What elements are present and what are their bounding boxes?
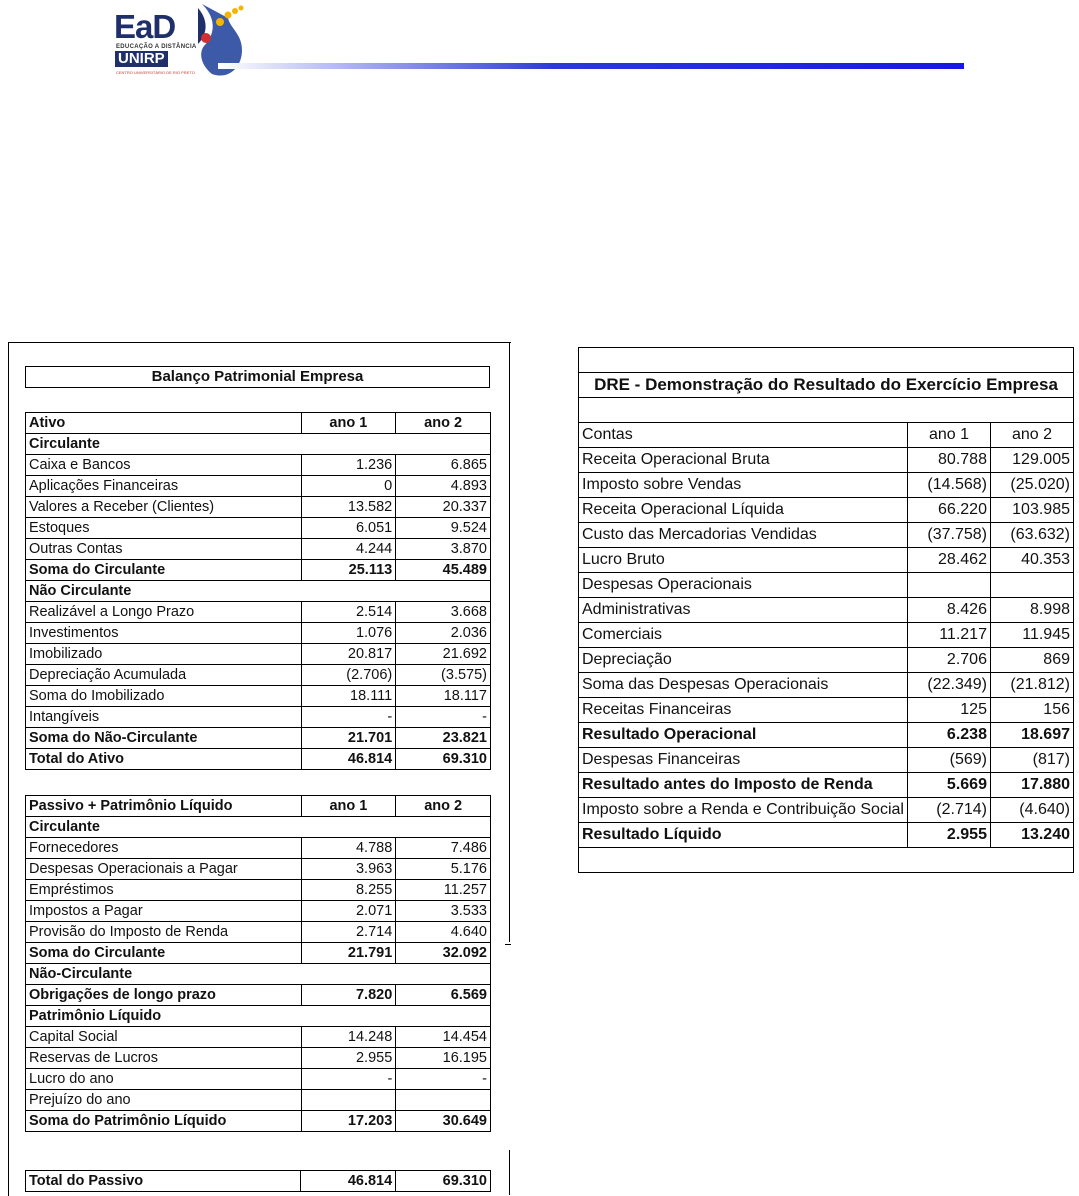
value-year-2: 69.310 [396,1171,491,1192]
value-year-2: 13.240 [990,823,1073,848]
value-year-2: - [396,707,491,728]
dre-title: DRE - Demonstração do Resultado do Exercício Empresa [579,373,1074,398]
value-year-1: 7.820 [301,985,396,1006]
value-year-1: 18.111 [301,686,396,707]
table-row [26,1090,491,1111]
value-year-1: 20.817 [301,644,396,665]
account-label: Resultado antes do Imposto de Renda [579,773,908,798]
dre-title-row [579,373,1074,398]
table-row [26,644,491,665]
value-year-1 [907,573,990,598]
value-year-1: 2.955 [301,1048,396,1069]
logo [112,2,252,82]
value-year-2: 69.310 [396,749,491,770]
table-row [26,838,491,859]
table-row [579,773,1074,798]
value-year-2: 8.998 [990,598,1073,623]
table-row [579,798,1074,823]
value-year-2: 21.692 [396,644,491,665]
value-year-1: 46.814 [301,749,396,770]
value-year-1: 8.426 [907,598,990,623]
value-year-2: 14.454 [396,1027,491,1048]
account-label: Soma do Patrimônio Líquido [26,1111,302,1132]
table-row [579,648,1074,673]
account-label: Imposto sobre a Renda e Contribuição Social [579,798,908,823]
value-year-2: 11.945 [990,623,1073,648]
value-year-1: 13.582 [301,497,396,518]
value-year-2: 2.036 [396,623,491,644]
value-year-1: 2.514 [301,602,396,623]
value-year-1: 2.714 [301,922,396,943]
value-year-1: 80.788 [907,448,990,473]
value-year-1: 25.113 [301,560,396,581]
section-label: Não Circulante [26,581,491,602]
value-year-1: (2.706) [301,665,396,686]
value-year-2: 32.092 [396,943,491,964]
table-row [26,602,491,623]
account-label: Imposto sobre Vendas [579,473,908,498]
section-row [26,1006,491,1027]
blank-row [579,848,1074,873]
account-label: Despesas Financeiras [579,748,908,773]
table-header-row [26,413,491,434]
value-year-2: 16.195 [396,1048,491,1069]
account-label: Receita Operacional Bruta [579,448,908,473]
section-label: Circulante [26,817,491,838]
account-label: Lucro Bruto [579,548,908,573]
table-row [579,723,1074,748]
account-label: Total do Ativo [26,749,302,770]
value-year-1: (37.758) [907,523,990,548]
value-year-2: 11.257 [396,880,491,901]
value-year-2: 103.985 [990,498,1073,523]
value-year-1: 3.963 [301,859,396,880]
table-row [579,673,1074,698]
account-label: Despesas Operacionais [579,573,908,598]
value-year-2: 6.865 [396,455,491,476]
table-row [579,698,1074,723]
account-label: Soma do Não-Circulante [26,728,302,749]
value-year-2: 40.353 [990,548,1073,573]
account-label: Fornecedores [26,838,302,859]
table-row [579,448,1074,473]
account-label: Administrativas [579,598,908,623]
table-row [579,598,1074,623]
blank-row [579,348,1074,373]
account-label: Caixa e Bancos [26,455,302,476]
logo-tagline: CENTRO UNIVERSITÁRIO DE RIO PRETO [116,70,195,75]
value-year-1: (22.349) [907,673,990,698]
value-year-1: 11.217 [907,623,990,648]
value-year-1: ano 1 [301,413,396,434]
table-row [26,728,491,749]
table-row [26,686,491,707]
table-header-row [579,423,1074,448]
value-year-1: 46.814 [301,1171,396,1192]
account-label: Ativo [26,413,302,434]
table-row [26,880,491,901]
table-row [26,476,491,497]
value-year-1: (14.568) [907,473,990,498]
blank-cell [579,848,1074,873]
table-row [26,1111,491,1132]
value-year-2: 7.486 [396,838,491,859]
value-year-1: 0 [301,476,396,497]
value-year-2: 3.668 [396,602,491,623]
account-label: Reservas de Lucros [26,1048,302,1069]
section-row [26,964,491,985]
table-row [26,1027,491,1048]
blank-cell [579,348,1074,373]
account-label: Receita Operacional Líquida [579,498,908,523]
value-year-1: 6.238 [907,723,990,748]
account-label: Provisão do Imposto de Renda [26,922,302,943]
table-row [579,623,1074,648]
table-row [26,1171,491,1192]
value-year-1: 66.220 [907,498,990,523]
balanco-frame-edge [509,1150,510,1195]
value-year-1: 17.203 [301,1111,396,1132]
value-year-2: (21.812) [990,673,1073,698]
account-label: Investimentos [26,623,302,644]
table-row [26,943,491,964]
column-header-contas: Contas [579,423,908,448]
balanco-ativo-table [25,412,491,770]
value-year-2: 4.640 [396,922,491,943]
account-label: Soma do Circulante [26,560,302,581]
value-year-2: 6.569 [396,985,491,1006]
table-row [579,823,1074,848]
value-year-2: 9.524 [396,518,491,539]
table-header-row [26,796,491,817]
account-label: Valores a Receber (Clientes) [26,497,302,518]
value-year-2: 18.697 [990,723,1073,748]
value-year-2: 20.337 [396,497,491,518]
value-year-1: 2.955 [907,823,990,848]
logo-mark-icon [188,2,248,82]
table-row [26,455,491,476]
account-label: Total do Passivo [26,1171,301,1192]
value-year-1: - [301,707,396,728]
account-label: Soma do Imobilizado [26,686,302,707]
value-year-1: 21.701 [301,728,396,749]
account-label: Passivo + Patrimônio Líquido [26,796,302,817]
table-row [26,922,491,943]
account-label: Empréstimos [26,880,302,901]
section-label: Não-Circulante [26,964,491,985]
account-label: Receitas Financeiras [579,698,908,723]
balanco-frame-edge [509,342,510,942]
section-row [26,434,491,455]
value-year-1: 4.244 [301,539,396,560]
value-year-2: (4.640) [990,798,1073,823]
value-year-1: (2.714) [907,798,990,823]
table-row [579,548,1074,573]
value-year-2: (63.632) [990,523,1073,548]
value-year-2: 129.005 [990,448,1073,473]
table-row [579,748,1074,773]
value-year-2: (3.575) [396,665,491,686]
table-row [579,573,1074,598]
account-label: Despesas Operacionais a Pagar [26,859,302,880]
value-year-1 [301,1090,396,1111]
header-divider [218,63,964,69]
value-year-1: ano 1 [301,796,396,817]
column-header-year-2: ano 2 [990,423,1073,448]
value-year-1: 1.076 [301,623,396,644]
section-label: Patrimônio Líquido [26,1006,491,1027]
account-label: Prejuízo do ano [26,1090,302,1111]
section-row [26,581,491,602]
blank-cell [579,398,1074,423]
column-header-year-1: ano 1 [907,423,990,448]
table-row [26,665,491,686]
account-label: Depreciação Acumulada [26,665,302,686]
account-label: Impostos a Pagar [26,901,302,922]
table-row [579,473,1074,498]
account-label: Soma das Despesas Operacionais [579,673,908,698]
account-label: Aplicações Financeiras [26,476,302,497]
table-row [26,859,491,880]
value-year-2: ano 2 [396,796,491,817]
value-year-1: 21.791 [301,943,396,964]
value-year-2: 45.489 [396,560,491,581]
value-year-1: 8.255 [301,880,396,901]
table-row [26,497,491,518]
account-label: Capital Social [26,1027,302,1048]
table-row [579,523,1074,548]
section-label: Circulante [26,434,491,455]
logo-subtitle: EDUCAÇÃO A DISTÂNCIA [116,44,197,50]
value-year-1: 4.788 [301,838,396,859]
value-year-1: 14.248 [301,1027,396,1048]
table-row [26,985,491,1006]
balanco-total-passivo-table [25,1170,491,1192]
account-label: Custo das Mercadorias Vendidas [579,523,908,548]
account-label: Estoques [26,518,302,539]
value-year-2: 5.176 [396,859,491,880]
value-year-2: 4.893 [396,476,491,497]
balanco-passivo-table [25,795,491,1132]
logo-ead-text: EaD [114,8,176,45]
value-year-2: (25.020) [990,473,1073,498]
account-label: Intangíveis [26,707,302,728]
account-label: Realizável a Longo Prazo [26,602,302,623]
value-year-2: 18.117 [396,686,491,707]
value-year-2: 30.649 [396,1111,491,1132]
value-year-2 [990,573,1073,598]
value-year-2: - [396,1069,491,1090]
value-year-1: 28.462 [907,548,990,573]
value-year-2: 869 [990,648,1073,673]
value-year-1: 2.071 [301,901,396,922]
value-year-2: ano 2 [396,413,491,434]
account-label: Imobilizado [26,644,302,665]
table-row [26,518,491,539]
account-label: Comerciais [579,623,908,648]
account-label: Obrigações de longo prazo [26,985,302,1006]
blank-row [579,398,1074,423]
account-label: Resultado Operacional [579,723,908,748]
table-row [26,749,491,770]
account-label: Soma do Circulante [26,943,302,964]
value-year-1: 125 [907,698,990,723]
table-row [579,498,1074,523]
value-year-1: - [301,1069,396,1090]
value-year-2: 23.821 [396,728,491,749]
table-row [26,1048,491,1069]
table-row [26,539,491,560]
table-row [26,560,491,581]
table-row [26,623,491,644]
value-year-2: 3.870 [396,539,491,560]
value-year-2: 3.533 [396,901,491,922]
value-year-2: (817) [990,748,1073,773]
account-label: Resultado Líquido [579,823,908,848]
value-year-1: 6.051 [301,518,396,539]
value-year-2: 17.880 [990,773,1073,798]
dre-table [578,347,1074,873]
table-row [26,707,491,728]
value-year-1: (569) [907,748,990,773]
balanco-title: Balanço Patrimonial Empresa [25,366,490,388]
value-year-1: 5.669 [907,773,990,798]
balanco-frame-tick [505,944,511,945]
account-label: Depreciação [579,648,908,673]
section-row [26,817,491,838]
account-label: Outras Contas [26,539,302,560]
table-row [26,1069,491,1090]
value-year-2 [396,1090,491,1111]
table-row [26,901,491,922]
value-year-1: 1.236 [301,455,396,476]
value-year-1: 2.706 [907,648,990,673]
logo-brand: UNIRP [115,51,168,67]
account-label: Lucro do ano [26,1069,302,1090]
value-year-2: 156 [990,698,1073,723]
